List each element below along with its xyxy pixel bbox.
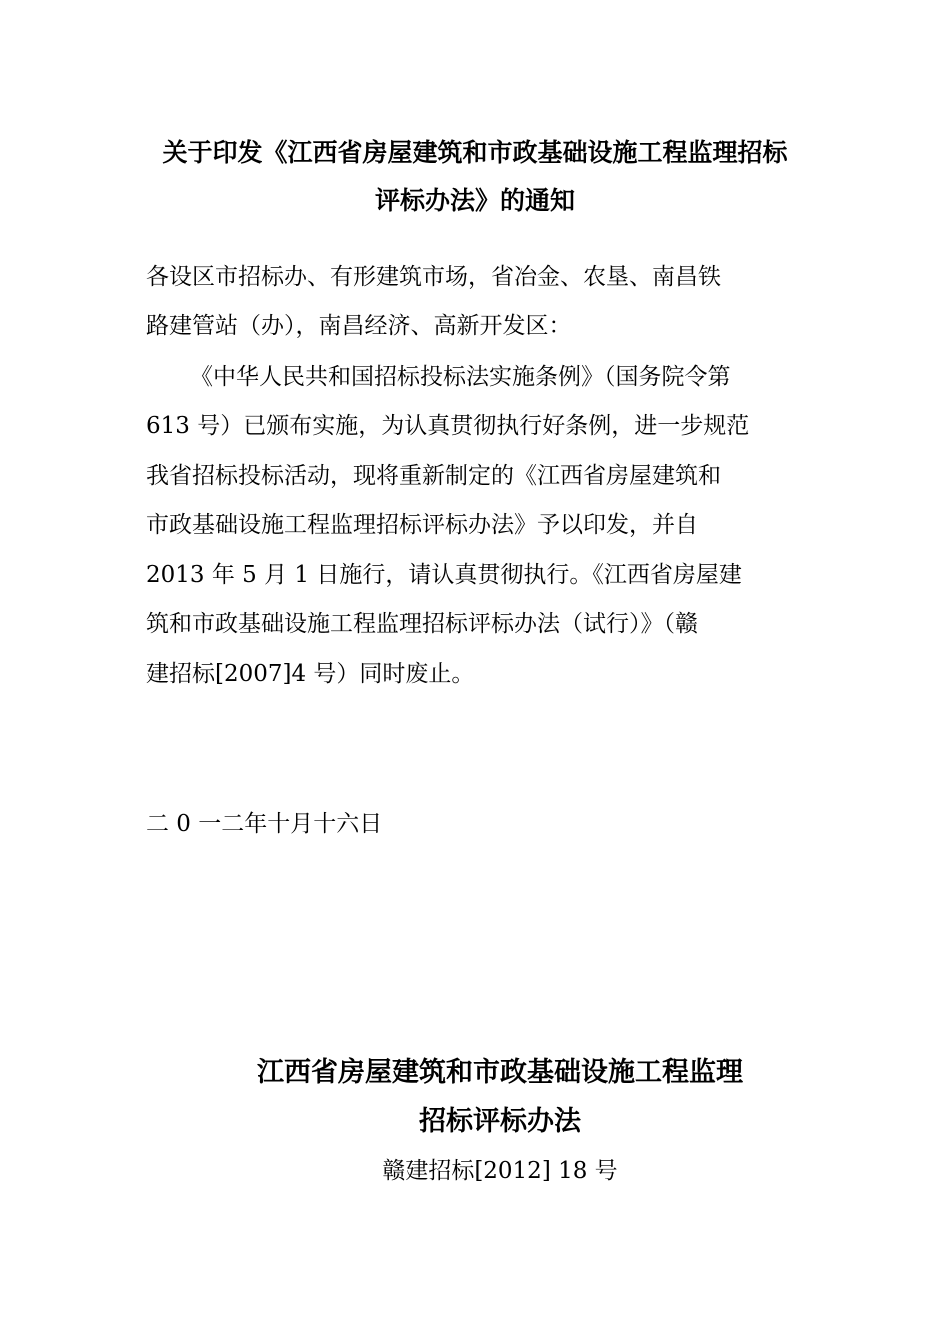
attachment-doc-number: 赣建招标[2012] 18 号: [382, 1158, 618, 1184]
attachment-title-line-1: 江西省房屋建筑和市政基础设施工程监理: [257, 1057, 743, 1088]
notice-date: 二 0 一二年十月十六日: [146, 811, 383, 837]
notice-title-line-1: 关于印发《江西省房屋建筑和市政基础设施工程监理招标: [162, 138, 788, 167]
body-line-6: 筑和市政基础设施工程监理招标评标办法（试行）》（赣: [146, 611, 698, 637]
body-line-5: 2013 年 5 月 1 日施行，请认真贯彻执行。《江西省房屋建: [146, 562, 742, 588]
body-line-1: 《中华人民共和国招标投标法实施条例》（国务院令第: [190, 364, 731, 390]
addressee-line-2: 路建管站（办），南昌经济、高新开发区：: [146, 313, 572, 339]
body-line-7: 建招标[2007]4 号）同时废止。: [146, 661, 475, 687]
body-line-2: 613 号）已颁布实施，为认真贯彻执行好条例，进一步规范: [146, 413, 750, 439]
notice-title-line-2: 评标办法》的通知: [374, 186, 575, 215]
addressee-line-1: 各设区市招标办、有形建筑市场，省冶金、农垦、南昌铁: [146, 264, 721, 290]
body-line-3: 我省招标投标活动，现将重新制定的《江西省房屋建筑和: [146, 463, 721, 489]
attachment-title-line-2: 招标评标办法: [419, 1106, 581, 1137]
body-line-4: 市政基础设施工程监理招标评标办法》予以印发，并自: [146, 512, 698, 538]
